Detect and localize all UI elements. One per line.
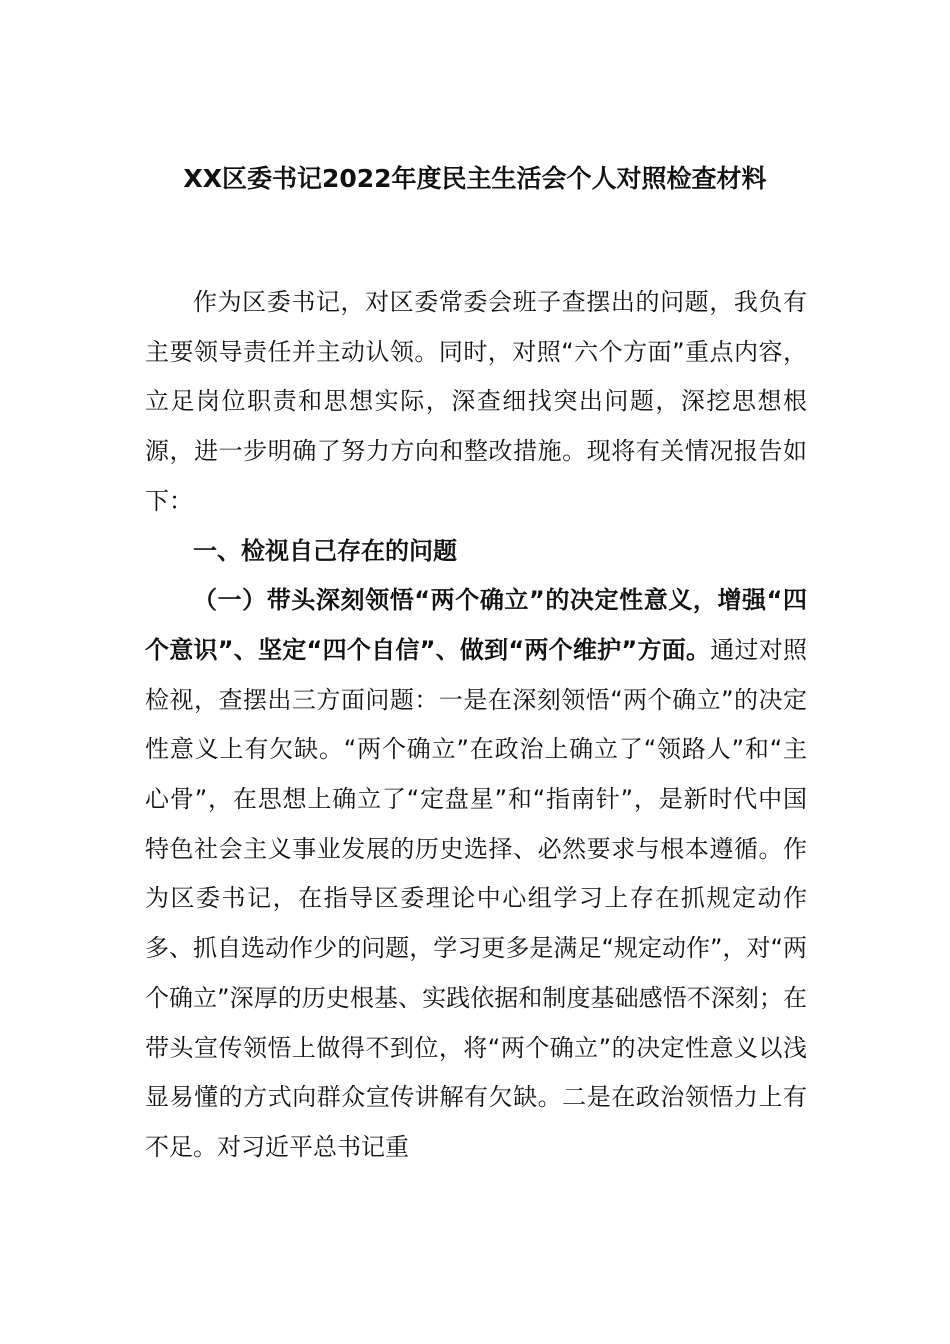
intro-paragraph: 作为区委书记，对区委常委会班子查摆出的问题，我负有主要领导责任并主动认领。同时，对照“六个方面”重点内容，立足岗位职责和思想实际，深查细找突出问题，深挖思想根源，进一步明确了努力方向和整改措施。现将有关情况报告如下： xyxy=(145,288,807,515)
subsection-heading: （一）带头深刻领悟“两个确立”的决定性意义，增强“四个意识”、坚定“四个自信”、做到“两个维护”方面。 xyxy=(145,586,807,664)
subsection-paragraph xyxy=(145,576,807,1172)
subsection-body: 通过对照检视，查摆出三方面问题：一是在深刻领悟“两个确立”的决定性意义上有欠缺。“两个确立”在政治上确立了“领路人”和“主心骨”，在思想上确立了“定盘星”和“指南针”，是新时代中国特色社会主义事业发展的历史选择、必然要求与根本遵循。作为区委书记，在指导区委理论中心组学习上存在抓规定动作多、抓自选动作少的问题，学习更多是满足“规定动作”，对“两个确立”深厚的历史根基、实践依据和制度基础感悟不深刻；在带头宣传领悟上做得不到位，将“两个确立”的决定性意义以浅显易懂的方式向群众宣传讲解有欠缺。二是在政治领悟力上有不足。对习近平总书记重 xyxy=(145,635,807,1161)
document-title: XX区委书记2022年度民主生活会个人对照检查材料 xyxy=(183,164,767,193)
document-body xyxy=(145,278,807,1173)
section-heading: 一、检视自己存在的问题 xyxy=(193,536,457,565)
